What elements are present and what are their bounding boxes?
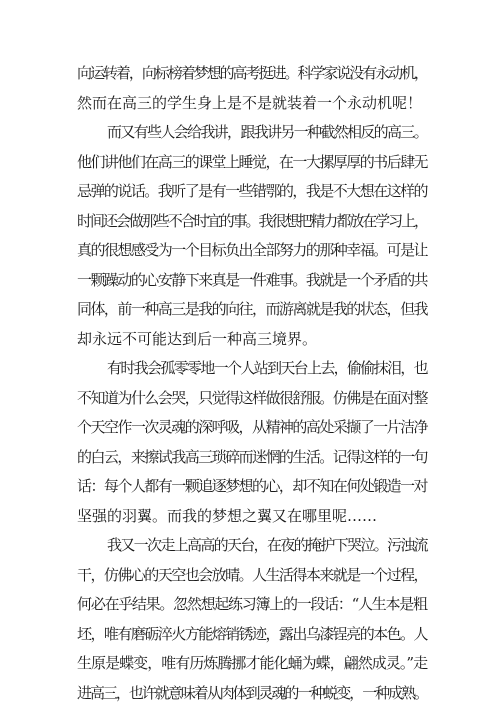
text-line: 坚强的羽翼。而我的梦想之翼又在哪里呢……: [77, 502, 427, 532]
body-text: [77, 59, 427, 708]
text-line: 同体，前一种高三是我的向往，而游离就是我的状态，但我: [77, 295, 427, 325]
text-line: 一颗躁动的心安静下来真是一件难事。我就是一个矛盾的共: [77, 266, 427, 296]
text-line: 他们讲他们在高三的课堂上睡觉，在一大摞厚厚的书后肆无: [77, 148, 427, 178]
text-line: 何必在乎结果。忽然想起练习簿上的一段话：“人生本是粗: [77, 590, 427, 620]
paragraph-first-line: 而又有些人会给我讲，跟我讲另一种截然相反的高三。: [77, 118, 427, 148]
text-line: 进高三，也许就意味着从肉体到灵魂的一种蜕变，一种成熟。: [77, 679, 427, 708]
text-line: 却永远不可能达到后一种高三境界。: [77, 325, 427, 355]
text-line: 然而在高三的学生身上是不是就装着一个永动机呢！: [77, 89, 427, 119]
text-line: 向运转着，向标榜着梦想的高考挺进。科学家说没有永动机，: [77, 59, 427, 89]
text-line: 忌弹的说话。我听了是有一些错鄂的，我是不大想在这样的: [77, 177, 427, 207]
text-line: 的白云，来擦试我高三琐碎而迷惘的生活。记得这样的一句: [77, 443, 427, 473]
text-line: 生原是蝶变，唯有历炼腾挪才能化蛹为蝶，翩然成灵。”走: [77, 649, 427, 679]
text-line: 真的很想感受为一个目标负出全部努力的那种幸福。可是让: [77, 236, 427, 266]
text-line: 干，仿佛心的天空也会放晴。人生活得本来就是一个过程，: [77, 561, 427, 591]
text-line: 个天空作一次灵魂的深呼吸，从精神的高处采撷了一片洁净: [77, 413, 427, 443]
paragraph-first-line: 我又一次走上高高的天台，在夜的掩护下哭泣。污浊流: [77, 531, 427, 561]
text-line: 时间还会做那些不合时宜的事。我很想把精力都放在学习上，: [77, 207, 427, 237]
paragraph-first-line: 有时我会孤零零地一个人站到天台上去，偷偷抹泪，也: [77, 354, 427, 384]
text-line: 话：每个人都有一颗追逐梦想的心，却不知在何处锻造一对: [77, 472, 427, 502]
text-line: 坯，唯有磨砺淬火方能熔销锈迹，露出乌漆锃亮的本色。人: [77, 620, 427, 650]
text-line: 不知道为什么会哭，只觉得这样做很舒服。仿佛是在面对整: [77, 384, 427, 414]
